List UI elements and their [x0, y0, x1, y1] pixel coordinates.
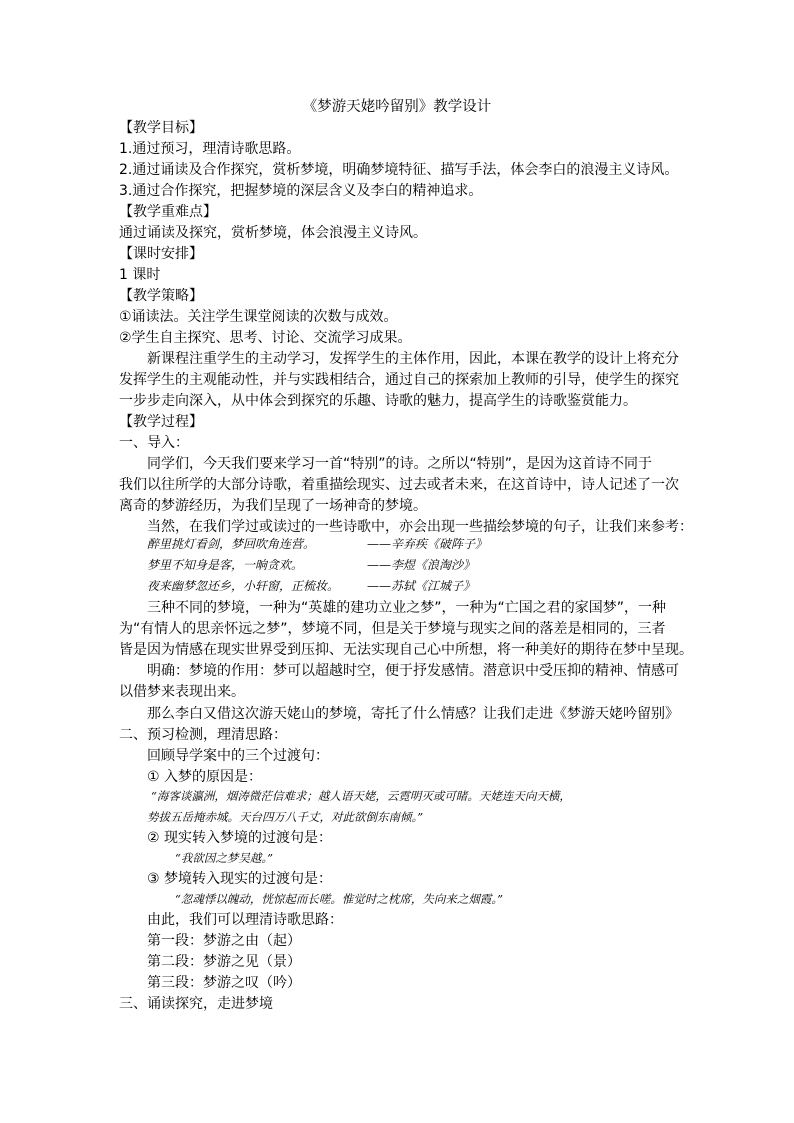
- poem-source: ——苏轼《江城子》: [367, 579, 476, 593]
- review-intro: 回顾导学案中的三个过渡句：: [147, 748, 329, 764]
- poem-quote-line: “我欲因之梦吴越。”: [175, 851, 274, 865]
- poem-quote-line: 势拔五岳掩赤城。天台四万八千丈，对此欲倒东南倾。”: [147, 810, 424, 824]
- poem-line: 梦里不知身是客，一晌贪欢。: [147, 558, 304, 572]
- goal-item: 1.通过预习，理清诗歌思路。: [119, 141, 301, 157]
- section-heading: 一、导入：: [119, 435, 189, 451]
- analysis-paragraph-line: 皆是因为情感在现实世界受到压抑、无法实现自己心中所想，将一种美好的期待在梦中呈现。: [119, 642, 693, 658]
- document-title: 《梦游天姥吟留别》教学设计: [302, 99, 492, 115]
- strategy-paragraph-line: 一步步走向深入，从中体会到探究的乐趣、诗歌的魅力，提高学生的诗歌鉴赏能力。: [119, 393, 637, 409]
- review-question: ① 入梦的原因是：: [147, 769, 263, 785]
- review-question: ② 现实转入梦境的过渡句是：: [147, 830, 333, 846]
- section-heading: 二、预习检测，理清思路：: [119, 727, 287, 743]
- strategy-item: ①诵读法。关注学生课堂阅读的次数与成效。: [119, 309, 398, 325]
- poem-source: ——李煜《浪淘沙》: [367, 558, 476, 572]
- key-points-heading: 【教学重难点】: [119, 204, 217, 220]
- structure-item: 第一段：梦游之由（起）: [147, 933, 301, 949]
- intro-paragraph-line: 离奇的梦游经历，为我们呈现了一场神奇的梦境。: [119, 498, 427, 514]
- intro-paragraph-line: 同学们，今天我们要来学习一首“特别”的诗。之所以“特别”，是因为这首诗不同于: [147, 456, 653, 472]
- poem-line: 夜来幽梦忽还乡，小轩窗，正梳妆。: [147, 579, 340, 593]
- analysis-paragraph-line: 三种不同的梦境，一种为“英雄的建功立业之梦”，一种为“亡国之君的家国梦”，一种: [147, 600, 667, 616]
- poem-line: 醉里挑灯看剑，梦回吹角连营。: [147, 537, 316, 551]
- process-heading: 【教学过程】: [119, 414, 203, 430]
- schedule-text: 1 课时: [119, 267, 161, 283]
- transition-paragraph: 那么李白又借这次游天姥山的梦境，寄托了什么情感？让我们走进《梦游天姥吟留别》: [147, 706, 679, 722]
- structure-item: 第二段：梦游之见（景）: [147, 954, 301, 970]
- strategy-paragraph-line: 新课程注重学生的主动学习，发挥学生的主体作用，因此，本课在教学的设计上将充分: [147, 351, 679, 367]
- key-points-text: 通过诵读及探究，赏析梦境，体会浪漫主义诗风。: [119, 225, 427, 241]
- goal-item: 2.通过诵读及合作探究，赏析梦境，明确梦境特征、描写手法，体会李白的浪漫主义诗风。: [119, 162, 679, 178]
- structure-item: 第三段：梦游之叹（吟）: [147, 975, 301, 991]
- analysis-paragraph-line: 为“有情人的思亲怀远之梦”，梦境不同，但是关于梦境与现实之间的落差是相同的，三者: [119, 621, 666, 637]
- clarify-paragraph-line: 明确：梦境的作用：梦可以超越时空，便于抒发感情。潜意识中受压抑的精神、情感可: [147, 663, 679, 679]
- structure-intro: 由此，我们可以理清诗歌思路：: [147, 912, 343, 928]
- intro-paragraph-line: 我们以往所学的大部分诗歌，着重描绘现实、过去或者未来，在这首诗中，诗人记述了一次: [119, 477, 679, 493]
- goals-heading: 【教学目标】: [119, 120, 203, 136]
- strategy-heading: 【教学策略】: [119, 288, 203, 304]
- clarify-paragraph-line: 以借梦来表现出来。: [119, 684, 245, 700]
- section-heading: 三、诵读探究，走进梦境: [119, 996, 273, 1012]
- goal-item: 3.通过合作探究，把握梦境的深层含义及李白的精神追求。: [119, 183, 483, 199]
- review-question: ③ 梦境转入现实的过渡句是：: [147, 871, 333, 887]
- strategy-paragraph-line: 发挥学生的主观能动性，并与实践相结合，通过自己的探索加上教师的引导，使学生的探究: [119, 372, 679, 388]
- poem-quote-line: “忽魂悸以魄动，恍惊起而长嗟。惟觉时之枕席，失向来之烟霞。”: [175, 892, 504, 906]
- poem-source: ——辛弃疾《破阵子》: [367, 537, 488, 551]
- strategy-item: ②学生自主探究、思考、讨论、交流学习成果。: [119, 330, 412, 346]
- schedule-heading: 【课时安排】: [119, 246, 203, 262]
- intro-paragraph-line: 当然，在我们学过或读过的一些诗歌中，亦会出现一些描绘梦境的句子，让我们来参考：: [147, 519, 693, 535]
- poem-quote-line: “海客谈瀛洲，烟涛微茫信难求；越人语天姥，云霓明灭或可睹。天姥连天向天横，: [151, 789, 571, 803]
